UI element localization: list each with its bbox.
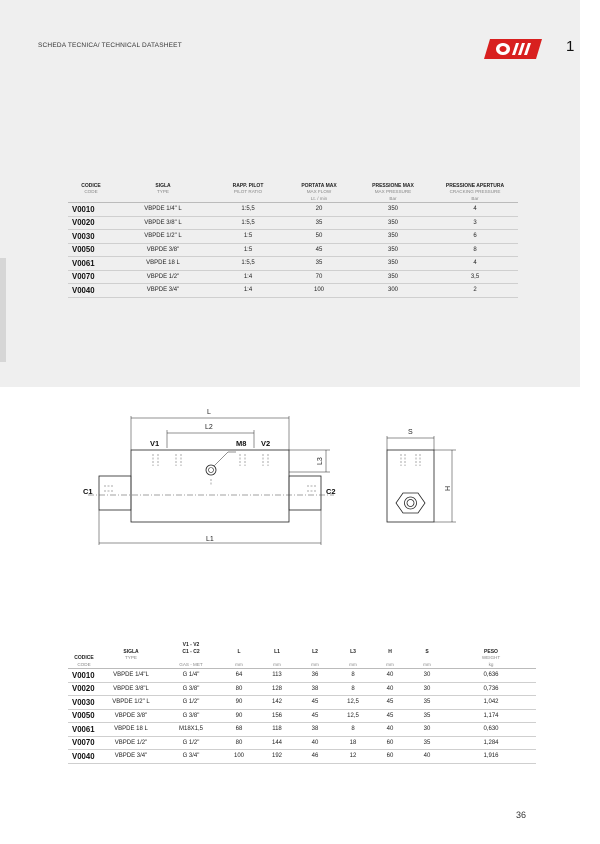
footer-page-number: 36: [516, 810, 527, 820]
table-row: [68, 709, 536, 723]
table-cell: 45: [296, 709, 334, 723]
type-cell: VBPDE 1/2": [114, 270, 212, 284]
table-cell: 36: [296, 669, 334, 683]
table-cell: 1:5: [212, 243, 284, 257]
table-row: [68, 736, 536, 750]
table-cell: 35: [408, 696, 446, 710]
table-cell: 45: [372, 709, 408, 723]
table-cell: 40: [372, 682, 408, 696]
table-cell: G 3/8": [162, 709, 220, 723]
table-row: [68, 243, 518, 257]
type-cell: VBPDE 3/4": [100, 750, 162, 764]
code-cell: V0070: [68, 736, 100, 750]
table-cell: 192: [258, 750, 296, 764]
table-cell: 100: [284, 284, 354, 298]
dim-label-s: S: [408, 429, 413, 436]
code-cell: V0050: [68, 243, 114, 257]
header-cell: PRESSIONE APERTURA CRACKING PRESSURE Bar: [445, 182, 505, 201]
page-number: 1: [566, 38, 575, 55]
table-cell: M18X1,5: [162, 723, 220, 737]
table-cell: 35: [408, 709, 446, 723]
header-cell: H mm: [386, 648, 394, 667]
table-cell: 4: [432, 257, 518, 271]
table-cell: 80: [220, 736, 258, 750]
label-v1: V1: [150, 439, 160, 448]
header-cell: S mm: [423, 648, 431, 667]
code-cell: V0010: [68, 669, 100, 683]
type-cell: VBPDE 3/8"L: [100, 682, 162, 696]
header-cell: CODICE CODE: [74, 655, 94, 667]
code-cell: V0040: [68, 284, 114, 298]
side-strip: [0, 258, 6, 362]
table-cell: 1,042: [446, 696, 536, 710]
table-cell: 3,5: [432, 270, 518, 284]
label-v2: V2: [261, 439, 271, 448]
table-cell: 0,630: [446, 723, 536, 737]
table-cell: 60: [372, 750, 408, 764]
table-cell: 90: [220, 696, 258, 710]
table-cell: 1,284: [446, 736, 536, 750]
table-cell: 1:5: [212, 230, 284, 244]
type-cell: VBPDE 3/4": [114, 284, 212, 298]
table-cell: 8: [334, 669, 372, 683]
table-cell: 50: [284, 230, 354, 244]
table-row: [68, 257, 518, 271]
label-c2: C2: [326, 487, 336, 496]
table-row: [68, 216, 518, 230]
table-cell: 45: [296, 696, 334, 710]
table-row: [68, 682, 536, 696]
table-row: [68, 270, 518, 284]
table-header-row: [68, 640, 536, 669]
header-cell: L3 mm: [349, 648, 357, 667]
table-row: [68, 230, 518, 244]
table-cell: 113: [258, 669, 296, 683]
table-cell: 1:5,5: [212, 216, 284, 230]
table-cell: 40: [296, 736, 334, 750]
code-cell: V0070: [68, 270, 114, 284]
table-cell: 38: [296, 723, 334, 737]
table-cell: G 1/4": [162, 669, 220, 683]
table-cell: 300: [354, 284, 432, 298]
header-cell: L1 mm: [273, 648, 281, 667]
table-cell: 45: [284, 243, 354, 257]
table-cell: 118: [258, 723, 296, 737]
table-cell: 45: [372, 696, 408, 710]
table-cell: 38: [296, 682, 334, 696]
table-cell: 80: [220, 682, 258, 696]
table-cell: 46: [296, 750, 334, 764]
table-cell: 8: [432, 243, 518, 257]
dim-label-l2: L2: [205, 424, 213, 431]
dim-label-h: H: [445, 485, 452, 491]
table-cell: 350: [354, 230, 432, 244]
table-cell: 0,736: [446, 682, 536, 696]
code-cell: V0020: [68, 682, 100, 696]
table-cell: 2: [432, 284, 518, 298]
table-cell: 1:4: [212, 284, 284, 298]
code-cell: V0030: [68, 696, 100, 710]
table-cell: 1:5,5: [212, 203, 284, 217]
code-cell: V0061: [68, 257, 114, 271]
type-cell: VBPDE 3/8": [114, 243, 212, 257]
table-cell: 12,5: [334, 696, 372, 710]
type-cell: VBPDE 18 L: [100, 723, 162, 737]
header-cell: V1 - V2 C1 - C2 GAS - MET: [179, 642, 203, 667]
type-cell: VBPDE 1/2" L: [100, 696, 162, 710]
table-cell: 142: [258, 696, 296, 710]
table-cell: 35: [284, 257, 354, 271]
code-cell: V0040: [68, 750, 100, 764]
table-cell: 6: [432, 230, 518, 244]
table-row: [68, 203, 518, 217]
table-cell: 350: [354, 257, 432, 271]
table-cell: 128: [258, 682, 296, 696]
header-cell: L mm: [235, 648, 243, 667]
header-cell: PRESSIONE MAX MAX PRESSURE Bar: [372, 182, 414, 201]
table-cell: 1:4: [212, 270, 284, 284]
type-cell: VBPDE 1/2" L: [114, 230, 212, 244]
table-cell: 8: [334, 723, 372, 737]
table-header-row: [68, 178, 518, 203]
valve-technical-drawing: [0, 390, 600, 560]
table-cell: 350: [354, 203, 432, 217]
dim-label-l: L: [207, 409, 211, 416]
table-row: [68, 669, 536, 683]
table-cell: 1:5,5: [212, 257, 284, 271]
table-cell: 30: [408, 669, 446, 683]
table-cell: 35: [408, 736, 446, 750]
brand-logo-icon: [484, 37, 542, 61]
table-row: [68, 750, 536, 764]
header-cell: PORTATA MAX MAX FLOW Lt. / min: [301, 182, 337, 201]
table-cell: 4: [432, 203, 518, 217]
header-cell: SIGLA TYPE: [155, 182, 171, 194]
table-cell: 40: [408, 750, 446, 764]
table-cell: 100: [220, 750, 258, 764]
dimensions-table: [68, 640, 536, 764]
table-row: [68, 723, 536, 737]
dim-label-l1: L1: [206, 536, 214, 543]
type-cell: VBPDE 1/2": [100, 736, 162, 750]
type-cell: VBPDE 1/4" L: [114, 203, 212, 217]
header-cell: PESO WEIGHT kg: [481, 648, 501, 667]
table-cell: G 1/2": [162, 696, 220, 710]
type-cell: VBPDE 18 L: [114, 257, 212, 271]
table-cell: G 3/8": [162, 682, 220, 696]
code-cell: V0030: [68, 230, 114, 244]
code-cell: V0061: [68, 723, 100, 737]
table-cell: 30: [408, 682, 446, 696]
pilot-specs-table: [68, 178, 518, 298]
type-cell: VBPDE 3/8" L: [114, 216, 212, 230]
table-cell: 64: [220, 669, 258, 683]
table-cell: G 3/4": [162, 750, 220, 764]
table-cell: 144: [258, 736, 296, 750]
header-cell: RAPP. PILOT PILOT RATIO: [232, 182, 264, 194]
table-cell: 12,5: [334, 709, 372, 723]
type-cell: VBPDE 3/8": [100, 709, 162, 723]
table-cell: 60: [372, 736, 408, 750]
header-cell: L2 mm: [311, 648, 319, 667]
header-cell: SIGLA TYPE: [123, 648, 139, 660]
header-cell: CODICE CODE: [81, 182, 101, 194]
table-cell: 20: [284, 203, 354, 217]
label-m8: M8: [236, 439, 247, 448]
table-cell: 350: [354, 243, 432, 257]
table-cell: 70: [284, 270, 354, 284]
table-cell: 90: [220, 709, 258, 723]
table-cell: 350: [354, 216, 432, 230]
table-cell: 350: [354, 270, 432, 284]
table-cell: 156: [258, 709, 296, 723]
table-cell: 40: [372, 723, 408, 737]
table-cell: 12: [334, 750, 372, 764]
table-cell: 3: [432, 216, 518, 230]
table-cell: 1,916: [446, 750, 536, 764]
table-cell: 18: [334, 736, 372, 750]
table-cell: 40: [372, 669, 408, 683]
table-cell: 30: [408, 723, 446, 737]
code-cell: V0010: [68, 203, 114, 217]
table-cell: 35: [284, 216, 354, 230]
table-cell: 8: [334, 682, 372, 696]
table-row: [68, 696, 536, 710]
code-cell: V0020: [68, 216, 114, 230]
table-cell: 0,636: [446, 669, 536, 683]
datasheet-title: SCHEDA TECNICA/ TECHNICAL DATASHEET: [38, 42, 182, 49]
table-row: [68, 284, 518, 298]
table-cell: 68: [220, 723, 258, 737]
code-cell: V0050: [68, 709, 100, 723]
label-c1: C1: [83, 487, 93, 496]
dim-label-l3: L3: [317, 457, 324, 465]
table-cell: 1,174: [446, 709, 536, 723]
table-cell: G 1/2": [162, 736, 220, 750]
type-cell: VBPDE 1/4"L: [100, 669, 162, 683]
